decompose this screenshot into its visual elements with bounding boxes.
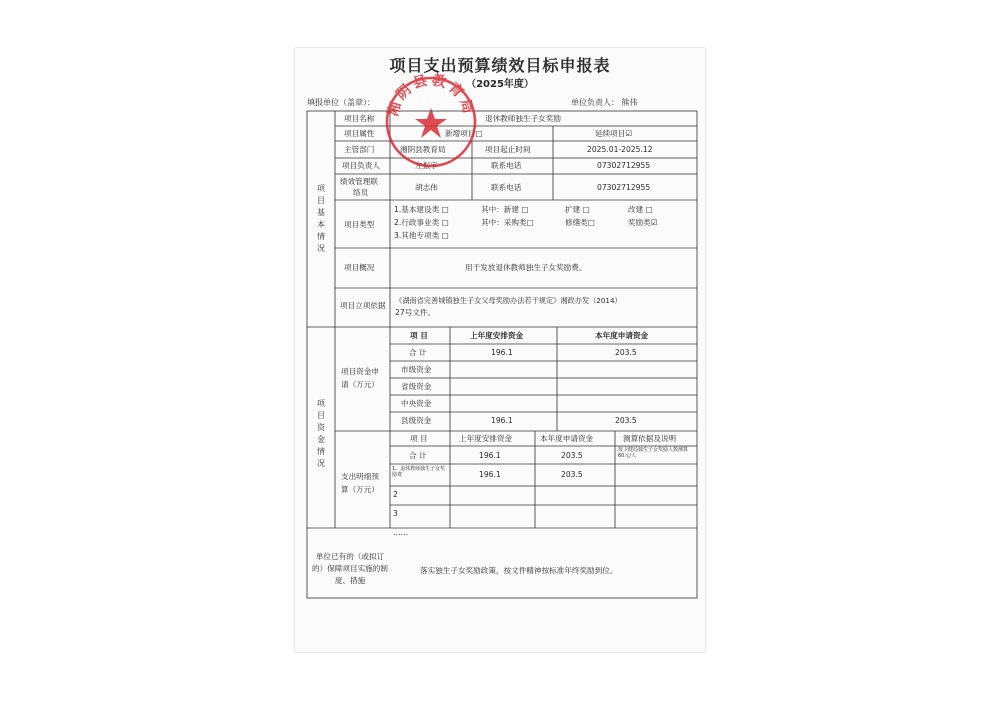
dept-label: 主管部门 [344,145,375,154]
dept-value: 湘阴县教育局 [400,145,446,154]
type-1-expand-box: □ [582,205,590,214]
type-1-new-box: □ [521,205,529,214]
type-3-label: 3.其他专项类 [394,231,440,240]
type-1-label: 1.基本建设类 [394,205,440,214]
fill-unit-label: 填报单位（盖章）： [307,98,375,107]
apply-header-this: 本年度申请资金 [595,331,649,340]
period-label: 项目起止时间 [485,145,531,154]
leader-value: 左振宇 [415,161,438,170]
phone-label-1: 联系电话 [491,161,522,170]
apply-row-province-name: 省级资金 [401,382,432,391]
detail-row-1-name: 1、退休教师独生子女奖励费 [392,466,446,478]
detail-total-name: 合 计 [409,451,427,460]
apply-row-county-last: 196.1 [491,416,513,425]
detail-label-1: 支出明细预 [341,472,379,481]
detail-header-last: 上年度安排资金 [459,434,513,443]
type-1-rebuild-label: 改建 [628,205,644,214]
project-name: 退休教师独生子女奖励 [485,114,561,123]
detail-row-more: …… [393,528,409,537]
leader-label: 项目负责人 [342,161,380,170]
detail-header-this: 本年度申请资金 [540,434,594,443]
type-1-new-label: 其中：新建 [481,205,519,214]
type-1-expand [565,206,590,214]
attr-new: 新增项目□ [445,129,483,138]
phone-label-2: 联系电话 [491,183,522,192]
apply-header-last: 上年度安排资金 [470,331,524,340]
document-page [295,48,705,652]
perf-contact-person: 胡志伟 [415,183,438,192]
phone-value-2: 07302712955 [597,183,651,192]
detail-header-basis: 测算依据及说明 [623,434,677,443]
seal-text: 湘阴县教育局 [385,72,477,119]
apply-row-total-this: 203.5 [615,348,637,357]
type-2-reward-label: 奖励类 [628,218,651,227]
period-value: 2025.01-2025.12 [587,145,653,154]
type-1 [394,206,449,214]
phone-value-1: 07302712955 [597,161,651,170]
project-attr-label: 项目属性 [344,129,375,138]
unit-person-label: 单位负责人： [571,98,619,107]
type-2-reward-check: ☑ [650,218,658,227]
attr-continue: 延续项目☑ [595,129,633,138]
apply-row-total-last: 196.1 [491,348,513,357]
overview-value: 用于发放退休教师独生子女奖励费。 [465,263,587,272]
unit-person-name: 熊伟 [621,98,638,107]
apply-row-total-name: 合 计 [409,348,427,357]
type-2-repair [565,219,595,227]
detail-row-3-name: 3 [393,509,398,518]
type-3-box: □ [441,231,449,240]
apply-label-1: 项目资金申 [341,367,379,376]
type-3 [394,232,449,240]
apply-row-county-this: 203.5 [615,416,637,425]
detail-total-last: 196.1 [479,451,501,460]
type-2-purchase-box: □ [526,218,534,227]
type-2-repair-box: □ [587,218,595,227]
type-1-box: □ [441,205,449,214]
perf-contact-label-1: 绩效管理联 [340,177,378,186]
apply-row-county-name: 县级资金 [401,416,432,425]
detail-header-item: 项 目 [410,434,428,443]
type-2-reward [628,219,658,227]
official-seal [381,72,481,172]
apply-row-central-name: 中央资金 [401,399,432,408]
detail-label-2: 算（万元） [341,485,379,494]
project-name-label: 项目名称 [344,114,375,123]
type-2 [394,219,449,227]
type-2-box: □ [441,218,449,227]
perf-contact-label-2: 络员 [353,188,369,197]
apply-row-city-name: 市级资金 [401,365,432,374]
overview-label: 项目概况 [344,263,375,272]
type-2-purchase [481,219,534,227]
project-type-label: 项目类型 [344,220,375,229]
type-1-expand-label: 扩建 [565,205,581,214]
detail-total-note: 按卫健局独生子女奖励人数测算60元/人 [618,447,689,459]
detail-total-this: 203.5 [561,451,583,460]
section-funds: 项目资金情况 [317,399,325,468]
type-2-purchase-label: 其中：采购类 [481,218,527,227]
section-basic-info: 项目基本情况 [317,184,325,253]
type-1-rebuild-box: □ [645,205,653,214]
detail-row-2-name: 2 [393,490,398,499]
type-2-repair-label: 修缮类 [565,218,588,227]
system-label: 单位已有的（或拟订的）保障项目实施的制度、措施 [312,552,388,585]
basis-line-1: 《湖南省完善城镇独生子女父母奖励办法若干规定》湘政办发（2014） [395,296,622,305]
form-title: 项目支出预算绩效目标申报表 [389,56,611,75]
system-content: 落实独生子女奖励政策，按文件精神按标准年终奖励到位。 [420,566,618,575]
basis-line-2: 27号文件。 [395,308,436,317]
apply-header-item: 项 目 [410,331,428,340]
type-1-rebuild [628,206,653,214]
basis-label: 项目立项依据 [340,301,386,310]
detail-row-1-this: 203.5 [561,470,583,479]
type-1-new [481,206,529,214]
detail-row-1-last: 196.1 [479,470,501,479]
form-year: （2025年度） [466,79,534,90]
type-2-label: 2.行政事业类 [394,218,440,227]
apply-label-2: 请（万元） [341,380,379,389]
